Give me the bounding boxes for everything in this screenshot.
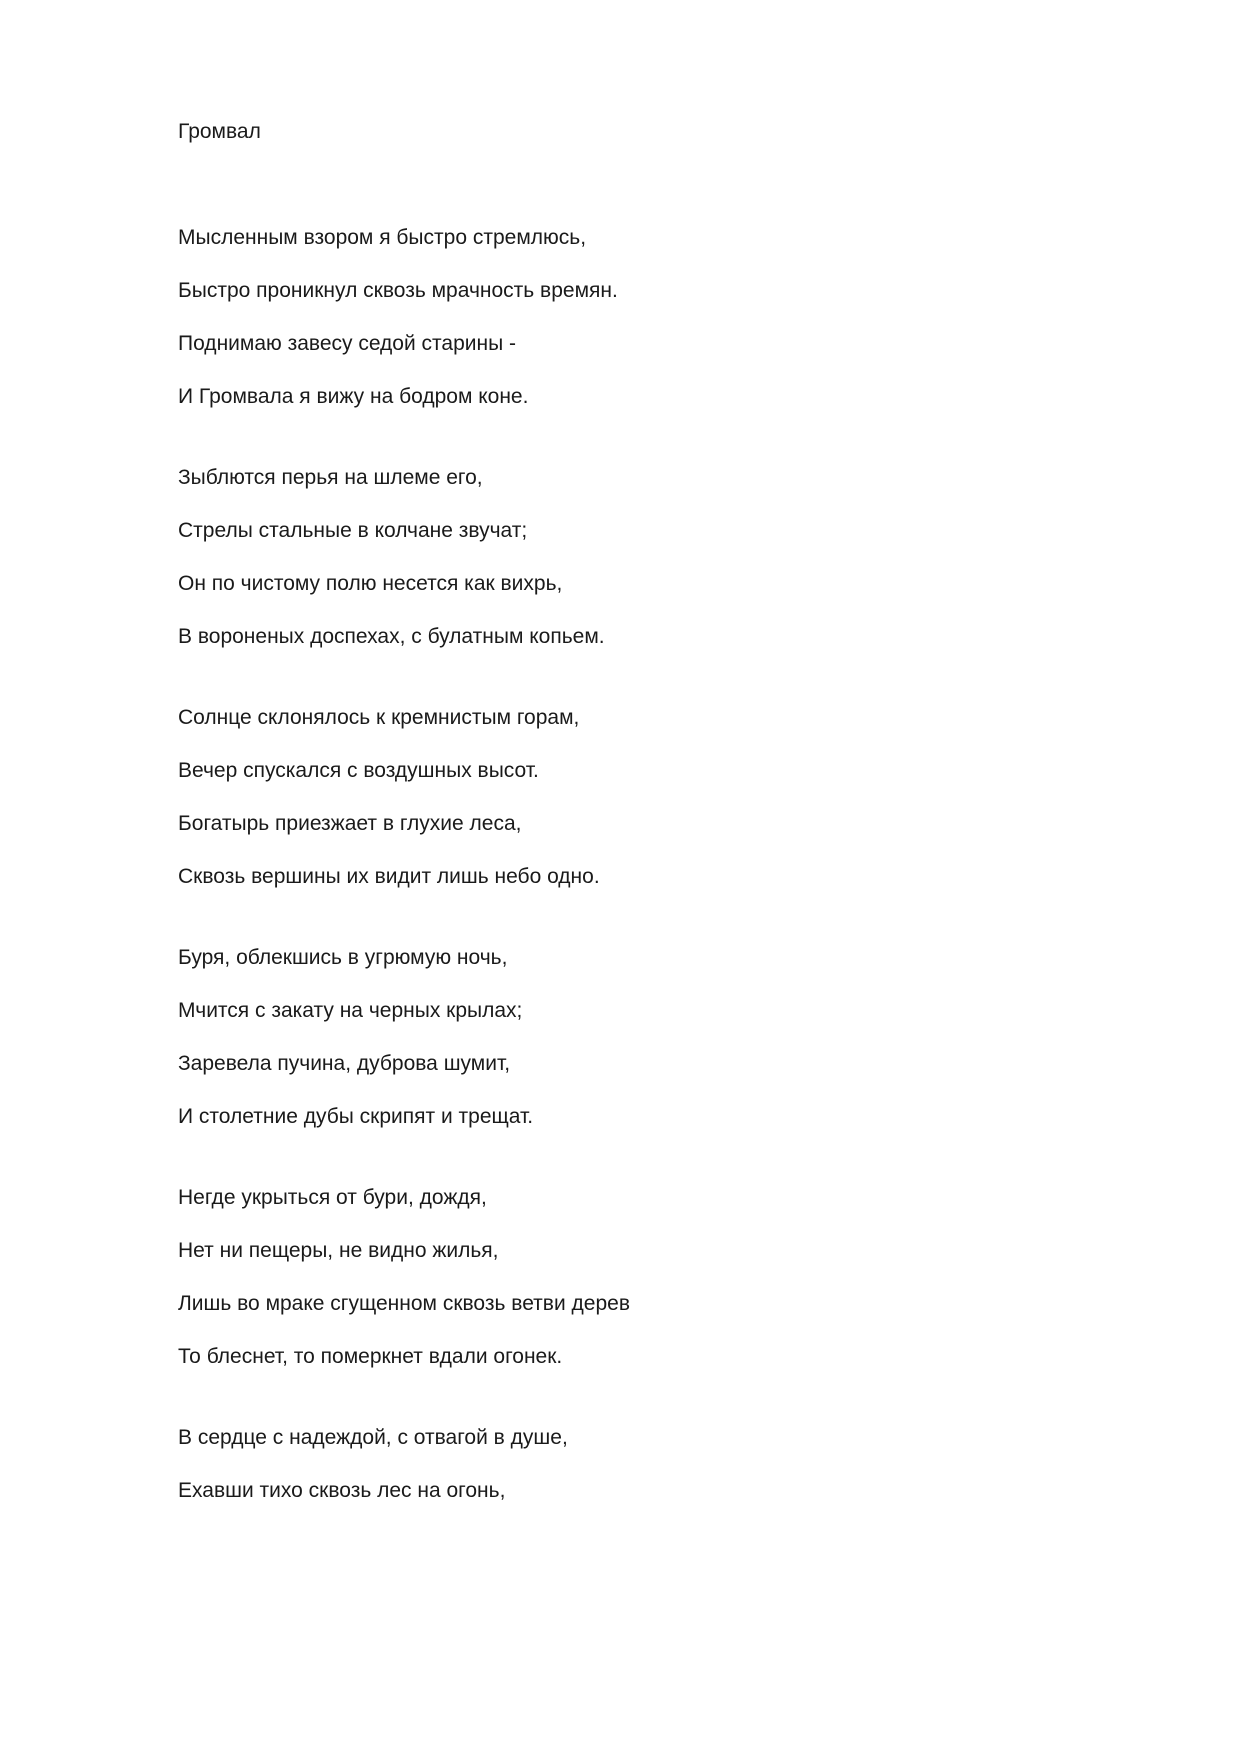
poem-line: Негде укрыться от бури, дождя, [178, 1186, 487, 1209]
poem-line: Заревела пучина, дуброва шумит, [178, 1052, 511, 1075]
poem-line: Вечер спускался с воздушных высот. [178, 759, 539, 782]
stanza-6 [178, 1424, 1078, 1505]
poem-line: Мысленным взором я быстро стремлюсь, [178, 226, 587, 249]
poem-line: Нет ни пещеры, не видно жилья, [178, 1239, 499, 1262]
poem-line: Ехавши тихо сквозь лес на огонь, [178, 1479, 506, 1502]
poem-line: В вороненых доспехах, с булатным копьем. [178, 625, 605, 648]
stanza-1 [178, 224, 1078, 411]
poem-line: То блеснет, то померкнет вдали огонек. [178, 1345, 563, 1368]
poem-line: Зыблются перья на шлеме его, [178, 466, 483, 489]
stanza-4 [178, 944, 1078, 1131]
poem-line: Лишь во мраке сгущенном сквозь ветви дерев [178, 1292, 630, 1315]
poem-line: Сквозь вершины их видит лишь небо одно. [178, 865, 600, 888]
poem-line: В сердце с надеждой, с отвагой в душе, [178, 1426, 568, 1449]
stanza-5 [178, 1184, 1078, 1371]
poem-body [178, 224, 1078, 1558]
poem-line: И столетние дубы скрипят и трещат. [178, 1105, 534, 1128]
poem-line: Поднимаю завесу седой старины - [178, 332, 517, 355]
poem-line: Он по чистому полю несется как вихрь, [178, 572, 563, 595]
poem-line: Мчится с закату на черных крылах; [178, 999, 523, 1022]
poem-title: Громвал [178, 120, 261, 143]
poem-line: Солнце склонялось к кремнистым горам, [178, 706, 580, 729]
poem-line: Богатырь приезжает в глухие леса, [178, 812, 522, 835]
poem-line: Буря, облекшись в угрюмую ночь, [178, 946, 508, 969]
poem-line: И Громвала я вижу на бодром коне. [178, 385, 529, 408]
stanza-2 [178, 464, 1078, 651]
poem-line: Быстро проникнул сквозь мрачность времян. [178, 279, 618, 302]
stanza-3 [178, 704, 1078, 891]
poem-line: Стрелы стальные в колчане звучат; [178, 519, 528, 542]
